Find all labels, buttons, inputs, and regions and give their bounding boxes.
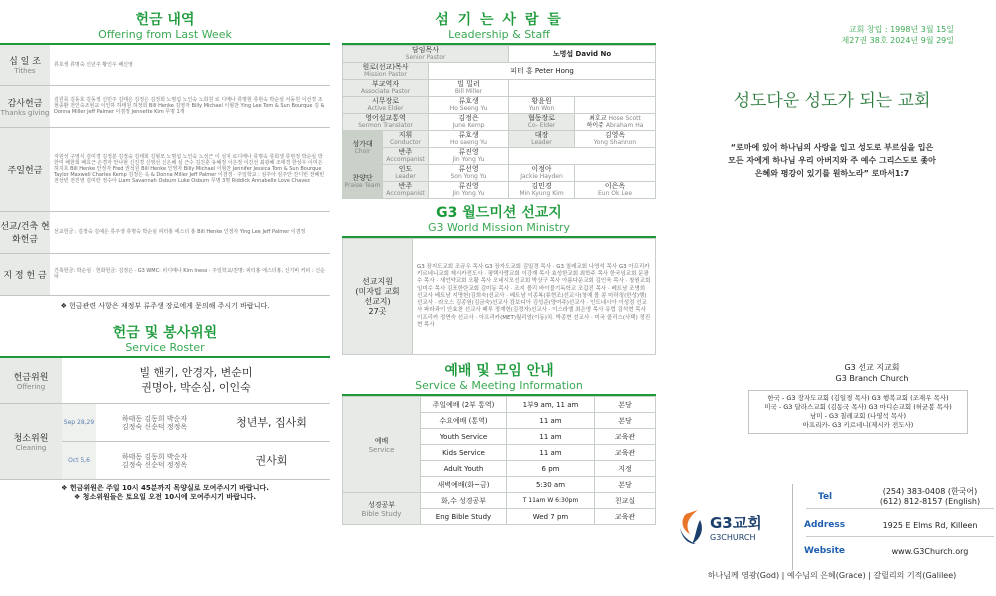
branch-title: G3 선교 지교회 [844, 363, 900, 372]
person: 류선영 Son Yong Yu [429, 165, 509, 182]
offering-subtitle: Offering from Last Week [98, 28, 232, 41]
service-place: 본당 [595, 413, 656, 429]
date-cell: Oct 5,6 [62, 442, 96, 480]
table-row [0, 45, 330, 85]
row-label: 주일헌금 [0, 127, 50, 211]
logo-english: G3CHURCH [710, 533, 756, 542]
founded-date: 교회 창립 : 1998년 3월 15일 [848, 25, 954, 34]
table-row [343, 493, 656, 509]
tel-english: (612) 812-8157 (English) [879, 497, 981, 506]
leadership-table [342, 45, 656, 199]
person: 김정은 June Kemp [429, 114, 509, 131]
study-place: 친교실 [595, 493, 656, 509]
service-place: 본당 [595, 477, 656, 493]
service-name: 주일예배 (2부 통역) [421, 397, 507, 413]
person: 이은옥 Eun Ok Lee [575, 182, 656, 199]
divider [792, 484, 793, 570]
branch-subtitle: G3 Branch Church [835, 374, 909, 383]
study-name: Eng Bible Study [421, 509, 507, 525]
table-row [343, 239, 656, 355]
study-time: Wed 7 pm [507, 509, 595, 525]
person: 류진영 Jin Yong Yu [429, 182, 509, 199]
row-label: 지휘 Conductor [383, 131, 429, 148]
row-text: 김원묵 김동호 김동정 신민주 김태은 김정은 김정희 노명섭 노인숙 노희원 로 디메나 류명현 류현숙 박순심 서동원 이선경 조 현종환 전인숙조현교 이인하 하태원 허정희 Bill Henke 김영자 Billy Michael 이형찬 Ying Lee Tom & Sun Bourque 김 & Donna Miller Jeff Palmer 이겸정 Jennette Kim 무명 1개 [50, 85, 330, 127]
footer-slogan: 하나님께 영광(God) | 예수님의 은혜(Grace) | 갈릴리의 기적(Galilee) [707, 571, 957, 580]
service-time: 6 pm [507, 461, 595, 477]
offering-note: ❖ 헌금관련 사항은 재정부 류주생 장로에게 문의해 주시기 바랍니다. [60, 301, 270, 310]
contact-block [668, 478, 996, 568]
group-name: 청년부, 집사회 [213, 404, 330, 442]
address-label: Address [804, 520, 846, 530]
service-name: Adult Youth [421, 461, 507, 477]
row-label: 지 정 헌 금 [0, 253, 50, 295]
church-logo-icon [676, 506, 706, 546]
row-label: 선교지원 (미자립 교회 선교지) 27곳 [343, 239, 413, 355]
study-time: T 11am W 6:30pm [507, 493, 595, 509]
service-time: 5:30 am [507, 477, 595, 493]
roster-note-2: ❖ 청소위원들은 토요일 오전 10시에 모여주시기 바랍니다. [73, 493, 257, 501]
roster-table [0, 358, 330, 481]
person: 빌 밀러 Bill Miller [429, 80, 509, 97]
group-name: 권사회 [213, 442, 330, 480]
row-label: 영어설교통역 Sermon Translator [343, 114, 429, 131]
leadership-subtitle: Leadership & Staff [448, 28, 550, 41]
service-time: 11 am [507, 429, 595, 445]
branch-section [668, 362, 996, 434]
person: 류호생 Ho Seeng Yu [429, 97, 509, 114]
person: 황윤원 Yun Won [509, 97, 575, 114]
row-text: 선교헌금 : 김정숙 김예은 류주생 류명숙 박순심 피터홍 에스더 홍 Bill Henke 인정자 Ying Lee Jeff Palmer 이겸정 [50, 211, 330, 253]
roster-subtitle: Service Roster [125, 340, 205, 354]
person: 김영옥 Yong Shannon [575, 131, 656, 148]
person: 류진영 Jin Yong Yu [429, 148, 509, 165]
row-label: 찬양단 Praise Team [343, 165, 383, 199]
row-label: 부교역자 Associate Pastor [343, 80, 429, 97]
service-place: 지정 [595, 461, 656, 477]
table-row [343, 80, 656, 97]
offering-panel [0, 0, 330, 596]
date-cell: Sep 28,29 [62, 404, 96, 442]
service-name: 수요예배 (통역) [421, 413, 507, 429]
service-place: 본당 [595, 397, 656, 413]
row-label: 반주 Accompanist [383, 148, 429, 165]
row-label: 대장 Leader [509, 131, 575, 148]
row-label: 예배 Service [343, 397, 421, 493]
row-label: 인도 Leader [383, 165, 429, 182]
table-row [343, 46, 656, 63]
leadership-panel [342, 0, 656, 596]
roster-note-1: ❖ 헌금위원은 주일 10시 45분까지 목양실로 모여주시기 바랍니다. [61, 484, 269, 492]
table-row [0, 253, 330, 295]
table-row [0, 211, 330, 253]
service-name: Youth Service [421, 429, 507, 445]
row-label: 감사헌금 Thanks giving [0, 85, 50, 127]
table-row [343, 131, 656, 148]
service-time: 11 am [507, 413, 595, 429]
cover-panel [668, 0, 996, 596]
table-row [343, 182, 656, 199]
address: 1925 E Elms Rd, Killeen [882, 521, 978, 530]
row-label: 시무장로 Active Elder [343, 97, 429, 114]
mission-subtitle: G3 World Mission Ministry [428, 221, 570, 234]
table-row [343, 165, 656, 182]
row-label: 원로(선교)목사 Mission Pastor [343, 63, 429, 80]
row-label: 반주 Accompanist [383, 182, 429, 199]
mission-table [342, 238, 656, 355]
table-row [0, 358, 330, 404]
person: 협동장로 Co- Elder [509, 114, 575, 131]
tel-label: Tel [818, 492, 833, 502]
senior-pastor-name: 노명섭 David No [509, 46, 656, 63]
leadership-title: 섬 기 는 사 람 들 [435, 12, 563, 28]
table-row [0, 85, 330, 127]
mission-pastor-name: 피터 홍 Peter Hong [429, 63, 656, 80]
study-place: 교육관 [595, 509, 656, 525]
mission-list: G3 장지도교회 조규우 목사 G3 장자도교회 김일경 목사 · G3 칠레교회 나영석 목사 G3 아프리카 키르네니교회 제시카전도사 · 평택사랑교회 이강재 목사 효성한교회 최학주 목사 한국임교회 문광수 목사 · 새언약교회 오활 목사 오네시모선교회 박상구 목사 아름다운교회 김인욱 목사 · 창원교회 임미수 목사 김포한란교회 김미동 목사 · 조지 볼리 바이블기독학교 조갑진 목사 · 베트남 조명희 선교사 베트남 지명헌(김희숙)선교사 · 베트남 이종복(류현조)선교사(청예 볼 콩 마하칭(한성)행)선교사 · 라오스 김종원(김금숙)선교사 캄보디아 김성준(양여주)선교사 · 인도네시아 이성정 선교사 파라과이 안효찬 선교사 페루 정재헌(김정자)선교사 · 이스라엘 최은영 목사 유럽 김석현 목사 이프리카 정면숙 선교사 · 아프리카(MET)월리엄(이동)치. 박종현 선교사 · 미국 콜리스(사택) 정진현 목사 [413, 239, 656, 355]
offering-title: 헌금 내역 [135, 12, 195, 28]
service-place: 교육관 [595, 445, 656, 461]
person: 최호교 Hose Scott 하이쥬 Abraham Ha [575, 114, 656, 131]
verse: “로마에 있어 하나님의 사랑을 입고 성도로 부르심을 입은 모든 자에게 하나님 우리 아버지와 주 예수 그리스도로 좇아 은혜와 평강이 있기를 원하노라” 로마서1:7 [728, 143, 936, 178]
service-time: 1부9 am, 11 am [507, 397, 595, 413]
divider [806, 536, 994, 537]
row-label: 성가대 Choir [343, 131, 383, 165]
row-label: 청소위원 Cleaning [0, 404, 62, 480]
names-small: 하태동 김동희 박순자 김정숙 신순덕 정정옥 [96, 404, 213, 442]
worship-subtitle: Service & Meeting Information [415, 379, 583, 392]
service-place: 교육관 [595, 429, 656, 445]
row-text: 자원성 구영식 김미경 김정분 김정숙 김태희 김형모 노명섭 노인숙 노성근 이 성지 로디메나 류명숙 류희생 류현정 박순심 박한미 배한희 배효근 손경자 안나현 신진경 신영선 신은혜 심 근수 김진훈 유혜정 이은정 이진선 최광혜 조태경 한상우 이미은 허지호 Bill Henke 안정자 Fred 권석원 Bill Henke 인영자 Billy Michael 이형찬 Jennifer Jessica Tom & Sun Bourque Taylor Maxwell Charles Kemp 김정은 옥 & Donna Miller Jeff Palmer 이겸정 · 주일학교 : 심주아 심주안 잔디빈 전혜빈 전상빈 전진영 김미란 정수아 Liam Savannah Osburn Luke Osburn 무명 3명 Riddick Annabelle Love Chavez [50, 127, 330, 211]
row-label: 선교/건축 현화헌금 [0, 211, 50, 253]
website-label: Website [804, 546, 846, 556]
website-link[interactable]: www.G3Church.org [891, 547, 969, 556]
branch-list: 한국 - G3 장자도교회 (김일경 목사) G3 행복교회 (조재우 목사) 미국 - G3 달라스교회 (김동국 목사) G3 마디슨교회 (허균봉 목사) 남미 - G3 칠레교회 (나영석 목사) 아프리카- G3 키르네니(제시카 전도사) [748, 390, 968, 434]
offering-members: 빌 핸키, 안경자, 변순미 권명아, 박순심, 이인숙 [62, 358, 330, 404]
person: 김민경 Min Kyung Kim [509, 182, 575, 199]
row-text: 류호생 류명숙 신년주 황인우 배신영 [50, 45, 330, 85]
table-row [343, 148, 656, 165]
row-text: 건축헌금: 박순심 · 헌화헌금: 김정은 · G3 WMC: 피디메나 Kim Iness · 주일학교/친명: 피터홍 에스더홍, 신기비 커피 : 신순덕 [50, 253, 330, 295]
roster-title: 헌금 및 봉사위원 [112, 324, 218, 341]
person: 이정아 Jackie Hayden [509, 165, 575, 182]
table-row [0, 127, 330, 211]
church-motto: 성도다운 성도가 되는 교회 [733, 91, 931, 111]
logo-name: G3교회 [710, 514, 762, 532]
worship-title: 예배 및 모임 안내 [444, 363, 554, 379]
names-small: 하태동 김동희 박순자 김정숙 신순덕 정정옥 [96, 442, 213, 480]
row-label: 담임목사 Senior Pastor [343, 46, 509, 63]
divider [806, 508, 994, 509]
service-name: Kids Service [421, 445, 507, 461]
mission-title: G3 월드미션 선교지 [436, 205, 562, 221]
table-row [343, 114, 656, 131]
table-row [343, 97, 656, 114]
table-row [343, 63, 656, 80]
table-row [343, 397, 656, 413]
row-label: 성경공부 Bible Study [343, 493, 421, 525]
table-row [0, 404, 330, 442]
service-name: 새벽예배(화~금) [421, 477, 507, 493]
study-name: 화,수 성경공부 [421, 493, 507, 509]
worship-table [342, 396, 656, 525]
row-label: 십 일 조 Tithes [0, 45, 50, 85]
offering-table [0, 45, 330, 296]
person: 류호생 Ho saeng Yu [429, 131, 509, 148]
tel-korean: (254) 383-0408 (한국어) [882, 487, 978, 496]
service-time: 11 am [507, 445, 595, 461]
issue-info: 제27권 38호 2024년 9월 29일 [841, 36, 954, 45]
row-label: 헌금위원 Offering [0, 358, 62, 404]
